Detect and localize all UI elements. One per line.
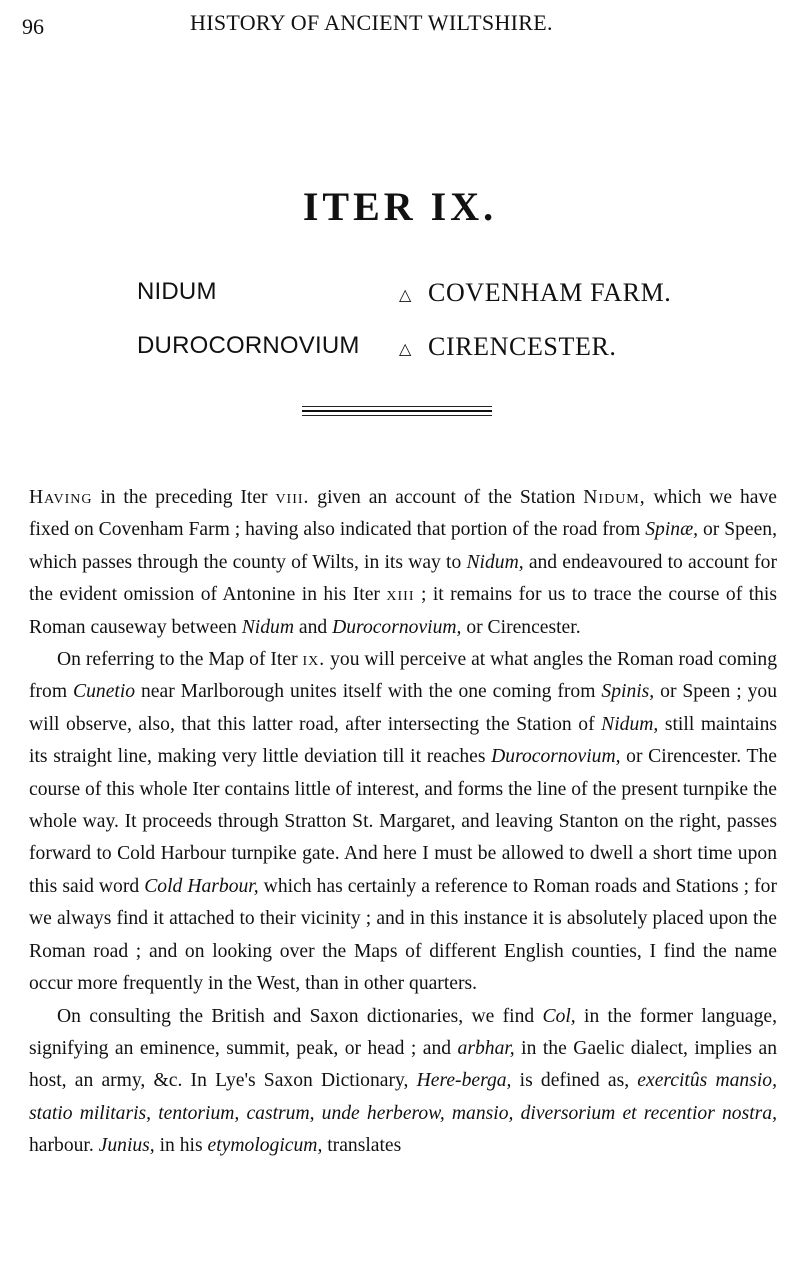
running-head: HISTORY OF ANCIENT WILTSHIRE. xyxy=(190,10,553,35)
station-triangle-icon: △ xyxy=(399,287,412,304)
text-run: in the former language, signifying an eminence, summit, peak, or head ; and xyxy=(29,1005,777,1059)
text-run: or Speen ; you will observe, also, that this latter road, after intersecting the Station of xyxy=(29,681,777,735)
italic-term: arbhar, xyxy=(457,1037,515,1059)
roman-numeral: ix. xyxy=(302,649,326,671)
text-run: in the preceding Iter xyxy=(92,487,276,508)
italic-term: Spinæ, xyxy=(645,519,699,541)
italic-term: Col, xyxy=(542,1005,576,1027)
italic-term: Nidum, xyxy=(601,713,659,735)
paragraph xyxy=(29,1001,777,1163)
text-run: translates xyxy=(322,1135,402,1157)
text-run: or Speen, which passes through the county of Wilts, in its way to xyxy=(29,519,777,573)
italic-term: exercitûs mansio, statio militaris, tentorium, castrum, unde herberow, mansio, diversorium et recentior nostra, xyxy=(29,1070,777,1124)
text-run: which we have fixed on Covenham Farm ; having also indicated that portion of the road from xyxy=(29,487,777,541)
italic-term: Nidum, xyxy=(466,551,524,573)
modern-place-name: CIRENCESTER. xyxy=(428,332,617,361)
paragraph xyxy=(29,644,777,1000)
text-run: in his xyxy=(154,1135,208,1157)
italic-term: Durocornovium, xyxy=(332,616,462,638)
title-rule xyxy=(302,406,492,407)
text-run: or Cirencester. The course of this whole Iter contains little of interest, and forms the line of the present turnpike the whole way. It proceeds through Stratton St. Margaret, and leaving Stanton on the right, passes forward to Cold Harbour turnpike gate. And here I must be allowed to dwell a short time upon this said word xyxy=(29,746,777,897)
text-run: harbour. xyxy=(29,1135,99,1157)
body-text xyxy=(29,482,777,1163)
text-run: ; it remains for us to trace the course of this Roman causeway between xyxy=(29,584,778,638)
text-run: given an account of the Station xyxy=(309,487,584,508)
iter-title: ITER IX. xyxy=(302,184,498,229)
text-run: still maintains its straight line, making very little deviation till it reaches xyxy=(29,713,778,768)
text-run: On referring to the Map of Iter xyxy=(57,649,303,671)
italic-term: Cunetio xyxy=(73,681,136,703)
title-rule xyxy=(302,415,492,416)
italic-term: etymologicum, xyxy=(207,1135,323,1157)
text-run: you will perceive at what angles the Roman road coming from xyxy=(29,649,777,703)
station-name: Nidum, xyxy=(583,487,646,508)
text-run: and endeavoured to account for the evident omission of Antonine in his Iter xyxy=(29,551,777,606)
roman-numeral: xiii xyxy=(386,584,415,606)
modern-place-name: COVENHAM FARM. xyxy=(428,278,672,307)
title-rule xyxy=(302,410,492,412)
page-number: 96 xyxy=(22,14,44,39)
text-run: which has certainly a reference to Roman roads and Stations ; for we always find it attached to their vicinity ; and in this instance it is absolutely placed upon the Roman road ; and on looking over the Maps of different English counties, I find the name occur more frequently in the West, than in other quarters. xyxy=(29,875,777,995)
text-run: near Marlborough unites itself with the one coming from xyxy=(135,681,602,703)
italic-term: Here-berga, xyxy=(416,1070,512,1092)
ancient-station-name: NIDUM xyxy=(137,278,217,305)
ancient-station-name: DUROCORNOVIUM xyxy=(137,332,360,359)
text-run: On consulting the British and Saxon dictionaries, we find xyxy=(57,1005,543,1027)
station-triangle-icon: △ xyxy=(399,341,412,358)
italic-term: Nidum xyxy=(241,616,294,638)
text-run: and xyxy=(294,616,333,638)
italic-term: Spinis, xyxy=(601,681,655,703)
text-run: in the Gaelic dialect, implies an host, an army, &c. In Lye's Saxon Dictionary, xyxy=(29,1037,777,1092)
text-run: is defined as, xyxy=(511,1070,638,1092)
text-run: or Cirencester. xyxy=(461,616,581,638)
drop-word: Having xyxy=(29,487,93,508)
italic-term: Durocornovium, xyxy=(491,746,621,768)
paragraph xyxy=(29,482,777,644)
italic-term: Cold Harbour, xyxy=(144,875,259,897)
roman-numeral: viii. xyxy=(275,487,310,508)
italic-term: Junius, xyxy=(98,1135,155,1157)
